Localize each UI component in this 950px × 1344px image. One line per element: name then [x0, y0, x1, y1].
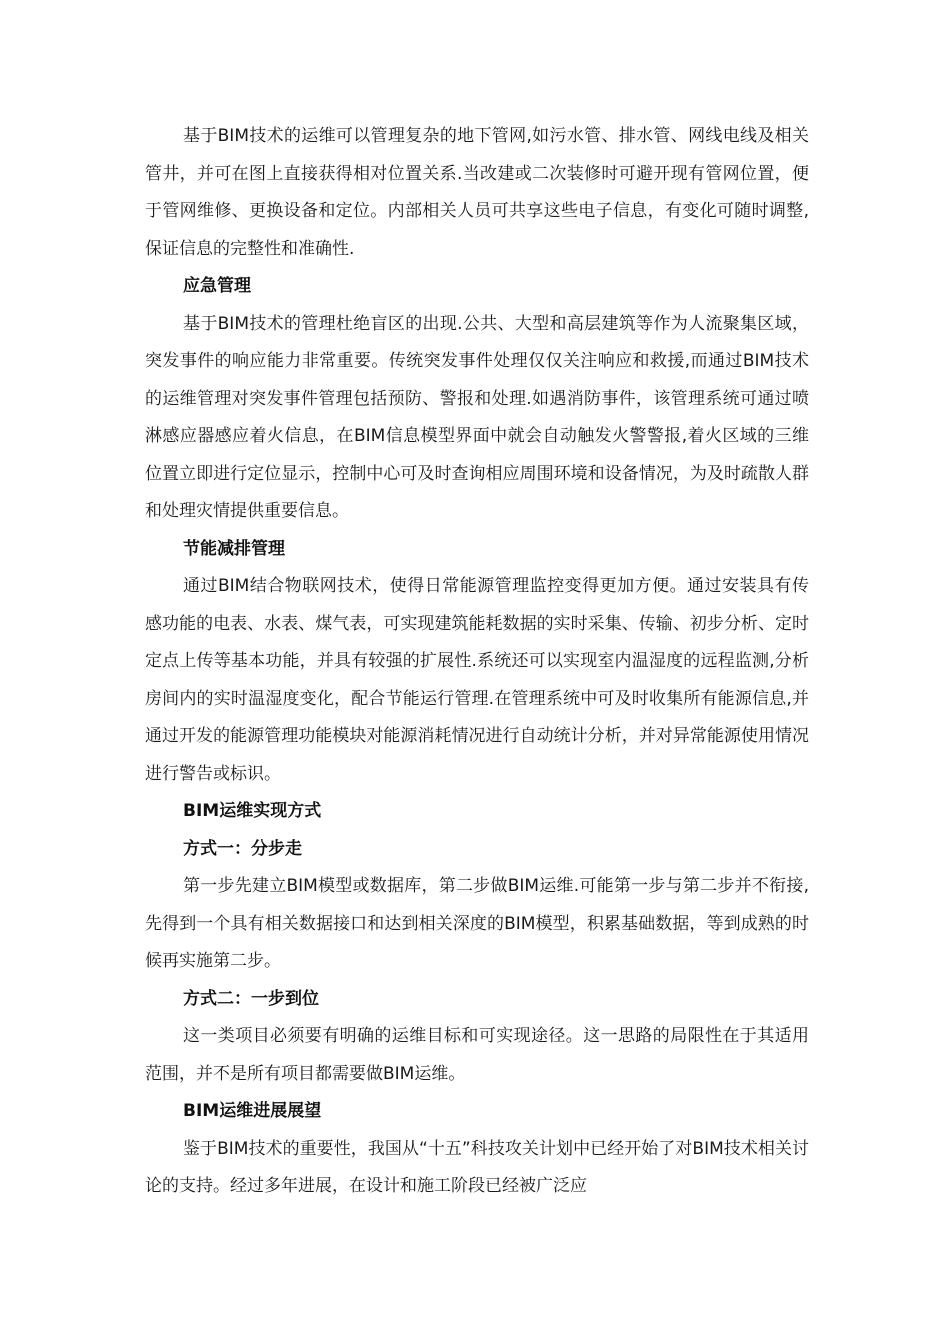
heading-bim-om-implementation: BIM运维实现方式: [183, 801, 322, 821]
heading-energy-saving-management: 节能减排管理: [183, 538, 285, 559]
paragraph-method-one: 第一步先建立BIM模型或数据库，第二步做BIM运维.可能第一步与第二步并不衔接,先得到一个具有相关数据接口和达到相关深度的BIM模型，积累基础数据，等到成熟的时候再实施第二步。: [145, 876, 809, 971]
heading-method-one: 方式一：分步走: [183, 838, 302, 859]
heading-emergency-management: 应急管理: [183, 276, 251, 296]
document-body: [145, 118, 809, 1206]
paragraph-emergency-management: 基于BIM技术的管理杜绝盲区的出现.公共、大型和高层建筑等作为人流聚集区域，突发事件的响应能力非常重要。传统突发事件处理仅仅关注响应和救援,而通过BIM技术的运维管理对突发事件管理包括预防、警报和处理.如遇消防事件，该管理系统可通过喷淋感应器感应着火信息，在BIM信息模型界面中就会自动触发火警警报,着火区域的三维位置立即进行定位显示，控制中心可及时查询相应周围环境和设备情况，为及时疏散人群和处理灾情提供重要信息。: [145, 313, 809, 521]
heading-bim-om-outlook: BIM运维进展展望: [183, 1101, 322, 1121]
paragraph-bim-om-outlook: 鉴于BIM技术的重要性，我国从“十五”科技攻关计划中已经开始了对BIM技术相关讨论的支持。经过多年进展，在设计和施工阶段已经被广泛应: [145, 1138, 809, 1196]
paragraph-energy-saving-management: 通过BIM结合物联网技术，使得日常能源管理监控变得更加方便。通过安装具有传感功能的电表、水表、煤气表，可实现建筑能耗数据的实时采集、传输、初步分析、定时定点上传等基本功能，并具有较强的扩展性.系统还可以实现室内温湿度的远程监测,分析房间内的实时温湿度变化，配合节能运行管理.在管理系统中可及时收集所有能源信息,并通过开发的能源管理功能模块对能源消耗情况进行自动统计分析，并对异常能源使用情况进行警告或标识。: [145, 576, 809, 784]
paragraph-underground-pipe-network: 基于BIM技术的运维可以管理复杂的地下管网,如污水管、排水管、网线电线及相关管井，并可在图上直接获得相对位置关系.当改建或二次装修时可避开现有管网位置，便于管网维修、更换设备和定位。内部相关人员可共享这些电子信息，有变化可随时调整,保证信息的完整性和准确性.: [145, 126, 809, 259]
paragraph-method-two: 这一类项目必须要有明确的运维目标和可实现途径。这一思路的局限性在于其适用范围，并不是所有项目都需要做BIM运维。: [145, 1026, 809, 1084]
heading-method-two: 方式二：一步到位: [183, 988, 319, 1009]
